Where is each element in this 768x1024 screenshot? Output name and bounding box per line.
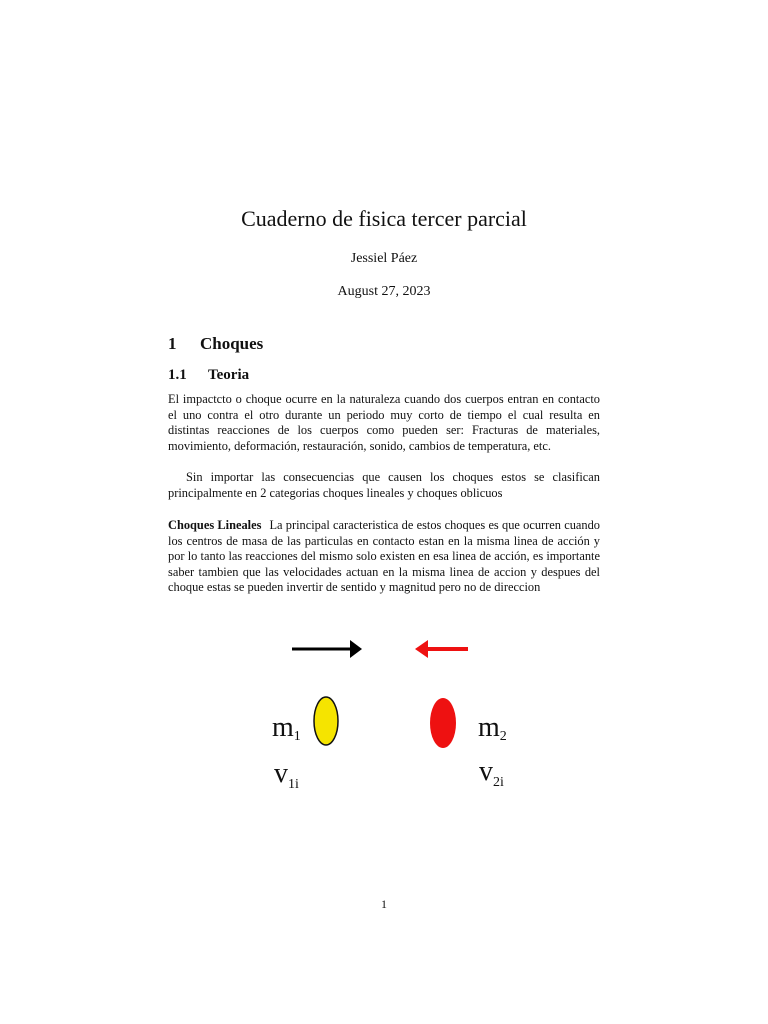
paragraph-classification: Sin importar las consecuencias que causen los choques estos se clasifican principalmente en 2 categorias choques lineales y choques oblicuos	[168, 470, 600, 500]
paragraph-intro: El impactcto o choque ocurre en la naturaleza cuando dos cuerpos entran en contacto el uno contra el otro durante un periodo muy corto de tiempo el cual resulta en distintas reacciones de los cuerpos como pueden ser: Fracturas de materiales, movimiento, deformación, restauración, sonido, cambios de temperatura, etc.	[168, 392, 600, 453]
subsection-heading	[168, 367, 249, 384]
velocity1-subscript: 1i	[288, 777, 299, 792]
section-title: Choques	[200, 334, 264, 353]
arrow-left-head	[415, 640, 428, 658]
section-number: 1	[168, 334, 177, 353]
arrow-right-head	[350, 640, 362, 658]
velocity2-label	[479, 756, 504, 790]
paragraph-linear-collisions	[168, 518, 600, 596]
paragraph-lead-heading: Choques Lineales	[168, 518, 262, 532]
mass2-ball	[430, 698, 456, 748]
document-title: Cuaderno de fisica tercer parcial	[241, 206, 527, 231]
mass1-label	[272, 712, 301, 744]
mass1-subscript: 1	[293, 729, 301, 744]
subsection-number: 1.1	[168, 367, 187, 383]
collision-figure	[260, 630, 520, 810]
section-heading	[168, 334, 263, 354]
document-date: August 27, 2023	[337, 284, 431, 299]
collision-diagram	[260, 630, 520, 810]
subsection-title: Teoria	[208, 367, 250, 383]
velocity2-symbol: v	[479, 756, 493, 787]
mass2-symbol: m	[478, 712, 500, 743]
velocity-arrow-right	[292, 640, 362, 658]
velocity1-label	[274, 758, 299, 792]
document-author: Jessiel Páez	[350, 251, 418, 266]
page-number: 1	[381, 897, 387, 911]
velocity-arrow-left	[415, 640, 468, 658]
mass2-subscript: 2	[499, 729, 507, 744]
mass1-symbol: m	[272, 712, 294, 743]
velocity2-subscript: 2i	[493, 775, 504, 790]
velocity1-symbol: v	[274, 758, 288, 789]
mass2-label	[478, 712, 507, 744]
mass1-ball	[314, 697, 338, 745]
paragraph-linear-text: La principal caracteristica de estos choques es que ocurren cuando los centros de masa de las particulas en contacto estan en la misma linea de acción y por lo tanto las reacciones del mismo solo existen en esa linea de acción, es importante saber tambien que las velocidades actuan en la misma linea de accion y despues del choque estas se pueden invertir de sentido y magnitud pero no de direccion	[168, 518, 600, 594]
